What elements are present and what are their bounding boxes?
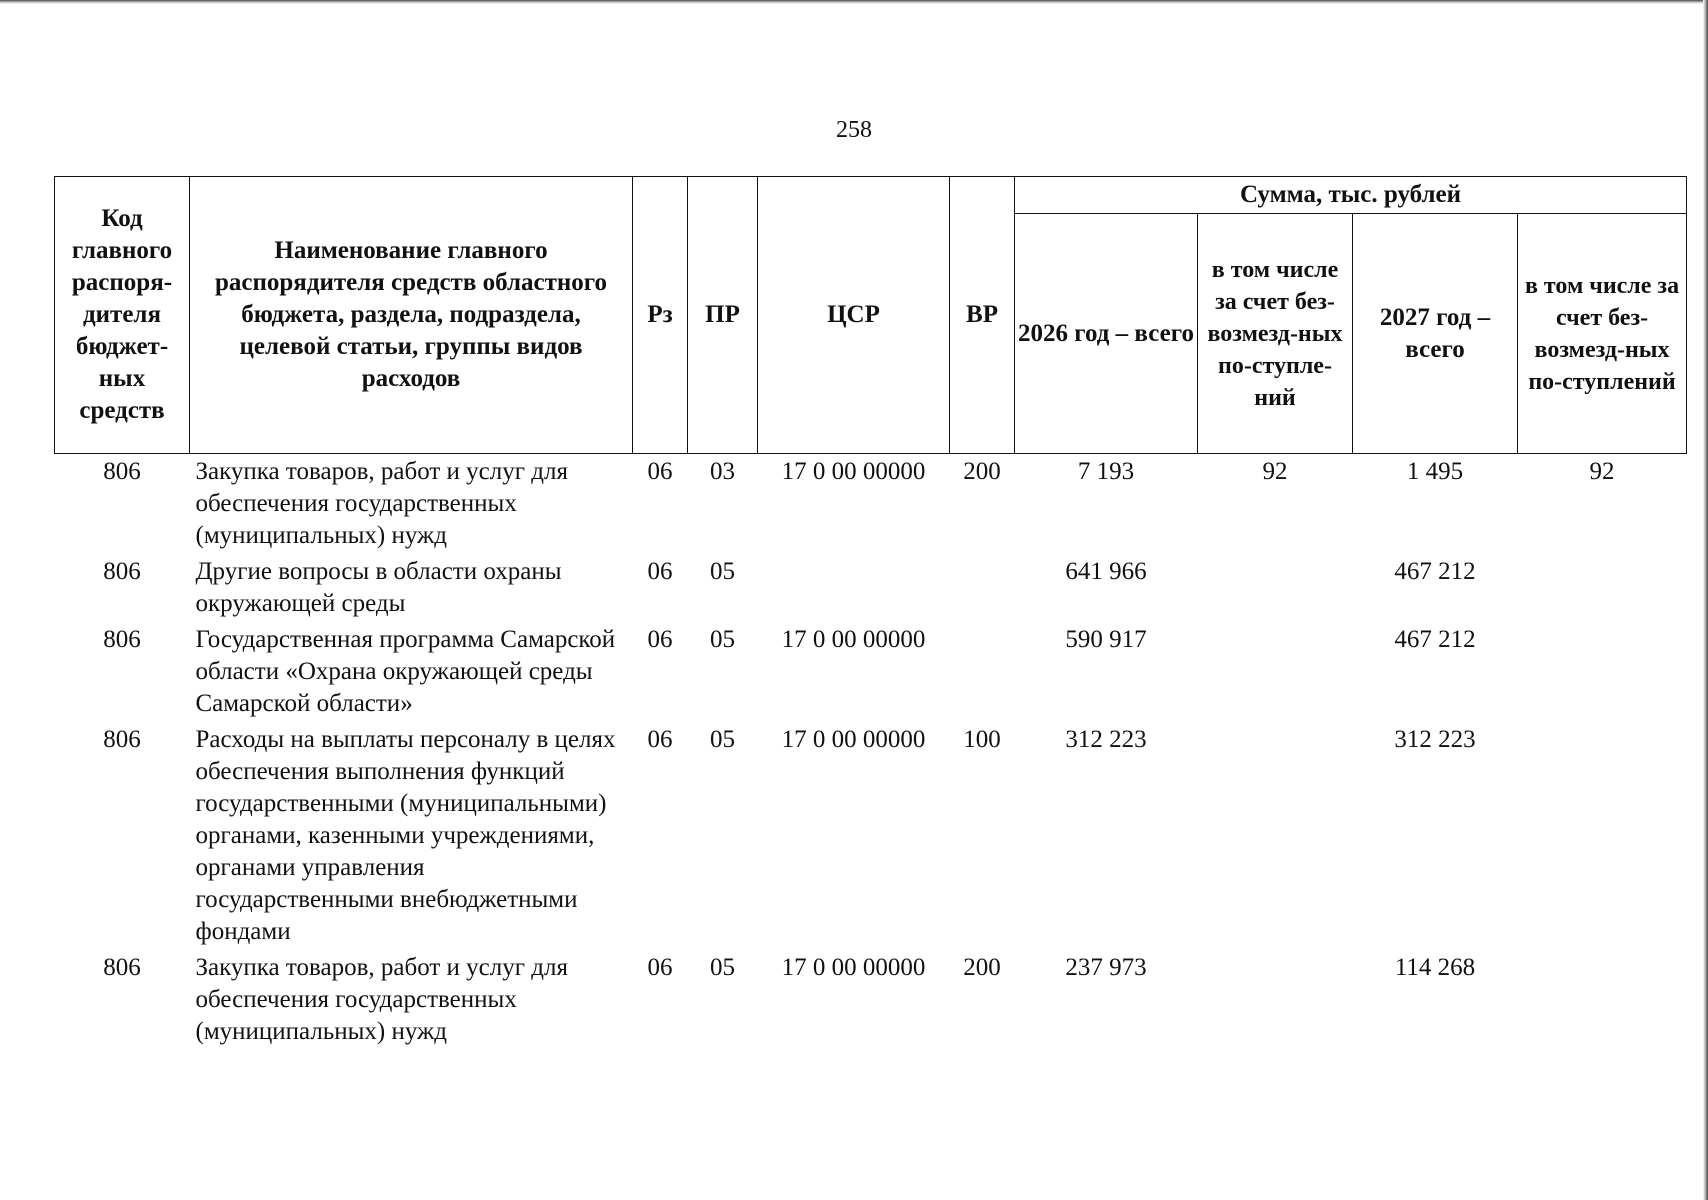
cell-rz: 06	[647, 954, 673, 981]
scan-edge-right	[1703, 0, 1708, 1200]
cell-csr: 17 0 00 00000	[781, 726, 926, 753]
table-row	[55, 454, 1687, 555]
cell-vr	[950, 554, 1015, 622]
header-csr: ЦСР	[758, 177, 950, 454]
header-vr: ВР	[950, 177, 1015, 454]
cell-2026-total: 237 973	[1065, 954, 1147, 981]
cell-pr: 05	[710, 626, 735, 653]
cell-vr	[950, 622, 1015, 722]
header-2026-total: 2026 год – всего	[1015, 214, 1198, 454]
cell-vr: 200	[963, 954, 1001, 981]
cell-2027-total: 1 495	[1406, 458, 1464, 485]
table-header	[55, 177, 1687, 454]
cell-name: Закупка товаров, работ и услуг для обеспечения государственных (муниципальных) нужд	[195, 458, 568, 549]
cell-code: 806	[103, 458, 141, 485]
header-name: Наименование главного распорядителя средств областного бюджета, раздела, подраздела, целевой статьи, группы видов расходов	[190, 177, 633, 454]
cell-csr	[758, 554, 950, 622]
cell-2027-total: 312 223	[1394, 726, 1476, 753]
cell-2026-total: 312 223	[1065, 726, 1147, 753]
scan-edge-top	[0, 0, 1708, 4]
cell-2026-total: 590 917	[1065, 626, 1147, 653]
header-code: Код главного распоря-дителя бюджет-ных средств	[55, 177, 190, 454]
cell-csr: 17 0 00 00000	[781, 458, 926, 485]
cell-2026-grants	[1198, 950, 1353, 1050]
cell-pr: 03	[710, 458, 735, 485]
cell-pr: 05	[710, 558, 735, 585]
cell-2026-grants: 92	[1262, 458, 1288, 485]
cell-rz: 06	[647, 726, 673, 753]
cell-2027-grants	[1518, 950, 1687, 1050]
cell-2026-grants	[1198, 622, 1353, 722]
header-pr: ПР	[688, 177, 758, 454]
cell-csr: 17 0 00 00000	[781, 954, 926, 981]
cell-2027-total: 467 212	[1394, 558, 1476, 585]
cell-rz: 06	[647, 626, 673, 653]
header-row-1	[55, 177, 1687, 214]
cell-code: 806	[103, 954, 141, 981]
cell-vr: 200	[963, 458, 1001, 485]
header-2027-total: 2027 год – всего	[1353, 214, 1518, 454]
cell-pr: 05	[710, 726, 735, 753]
header-2027-grants: в том числе за счет без-возмезд-ных по-ступлений	[1518, 214, 1687, 454]
cell-code: 806	[103, 626, 141, 653]
page-number: 258	[836, 117, 872, 143]
cell-csr: 17 0 00 00000	[781, 626, 926, 653]
cell-rz: 06	[647, 558, 673, 585]
cell-2026-total: 641 966	[1065, 558, 1147, 585]
header-sum: Сумма, тыс. рублей	[1015, 177, 1687, 214]
cell-2027-grants: 92	[1589, 458, 1615, 485]
cell-2027-total: 467 212	[1394, 626, 1476, 653]
cell-2026-grants	[1198, 722, 1353, 950]
table-body	[55, 454, 1687, 1051]
cell-rz: 06	[647, 458, 673, 485]
cell-name: Государственная программа Самарской области «Охрана окружающей среды Самарской области»	[195, 626, 616, 717]
cell-name: Расходы на выплаты персоналу в целях обеспечения выполнения функций государственными (муниципальными) органами, казенными учреждениями, органами управления государственными внебюджетными фондами	[195, 726, 616, 945]
cell-code: 806	[103, 558, 141, 585]
cell-2026-total: 7 193	[1077, 458, 1135, 485]
cell-pr: 05	[710, 954, 735, 981]
cell-2026-grants	[1198, 554, 1353, 622]
table-row	[55, 722, 1687, 950]
table-row	[55, 554, 1687, 622]
cell-code: 806	[103, 726, 141, 753]
table-row	[55, 950, 1687, 1050]
cell-vr: 100	[963, 726, 1001, 753]
table-row	[55, 622, 1687, 722]
cell-2027-total: 114 268	[1394, 954, 1476, 981]
cell-2027-grants	[1518, 722, 1687, 950]
cell-name: Другие вопросы в области охраны окружающей среды	[195, 558, 562, 617]
header-rz: Рз	[633, 177, 688, 454]
cell-2027-grants	[1518, 622, 1687, 722]
cell-2027-grants	[1518, 554, 1687, 622]
budget-table	[54, 176, 1687, 1050]
header-2026-grants: в том числе за счет без-возмезд-ных по-ступле-ний	[1198, 214, 1353, 454]
cell-name: Закупка товаров, работ и услуг для обеспечения государственных (муниципальных) нужд	[195, 954, 568, 1045]
